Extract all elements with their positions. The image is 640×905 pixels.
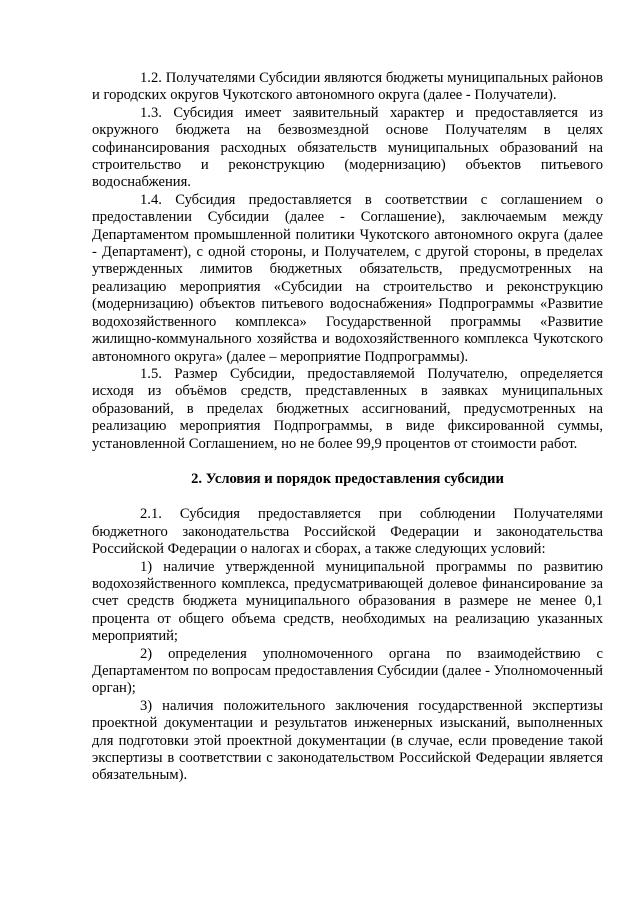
paragraph-1-3: 1.3. Субсидия имеет заявительный характер и предоставляется из окружного бюджета на безвозмездной основе Получателям в целях софинансирования расходных обязательств муниципальных образований на строительство и реконструкцию (модернизацию) объектов питьевого водоснабжения. [92,104,603,191]
paragraph-1-5: 1.5. Размер Субсидии, предоставляемой Получателю, определяется исходя из объёмов средств, представленных в заявках муниципальных образований, в пределах бюджетных ассигнований, предусмотренных на реализацию мероприятия Подпрограммы, в виде фиксированной суммы, установленной Соглашением, но не более 99,9 процентов от стоимости работ. [92,365,603,452]
paragraph-1-4: 1.4. Субсидия предоставляется в соответствии с соглашением о предоставлении Субсидии (далее - Соглашение), заключаемым между Департаментом промышленной политики Чукотского автономного округа (далее - Департамент), с одной стороны, и Получателем, с другой стороны, в пределах утвержденных лимитов бюджетных обязательств, предусмотренных на реализацию мероприятия «Субсидии на строительство и реконструкцию (модернизацию) объектов питьевого водоснабжения» Подпрограммы «Развитие водохозяйственного комплекса» Государственной программы «Развитие жилищно-коммунального хозяйства и водохозяйственного комплекса Чукотского автономного округа» (далее – мероприятие Подпрограммы). [92,191,603,365]
condition-item-2: 2) определения уполномоченного органа по взаимодействию с Департаментом по вопросам предоставления Субсидии (далее - Уполномоченный орган); [92,645,603,697]
condition-item-1: 1) наличие утвержденной муниципальной программы по развитию водохозяйственного комплекса, предусматривающей долевое финансирование за счет средств бюджета муниципального образования в размере не менее 0,1 процента от общего объема средств, необходимых на реализацию указанных мероприятий; [92,558,603,645]
condition-item-3: 3) наличия положительного заключения государственной экспертизы проектной документации и результатов инженерных изысканий, выполненных для подготовки этой проектной документации (в случае, если проведение такой экспертизы в соответствии с законодательством Российской Федерации является обязательным). [92,697,603,784]
document-body [92,70,603,785]
section-heading: 2. Условия и порядок предоставления субсидии [191,470,504,487]
paragraph-1-2: 1.2. Получателями Субсидии являются бюджеты муниципальных районов и городских округов Чукотского автономного округа (далее - Получатели). [92,70,603,104]
paragraph-2-1: 2.1. Субсидия предоставляется при соблюдении Получателями бюджетного законодательства Российской Федерации и законодательства Российской Федерации о налогах и сборах, а также следующих условий: [92,506,603,558]
